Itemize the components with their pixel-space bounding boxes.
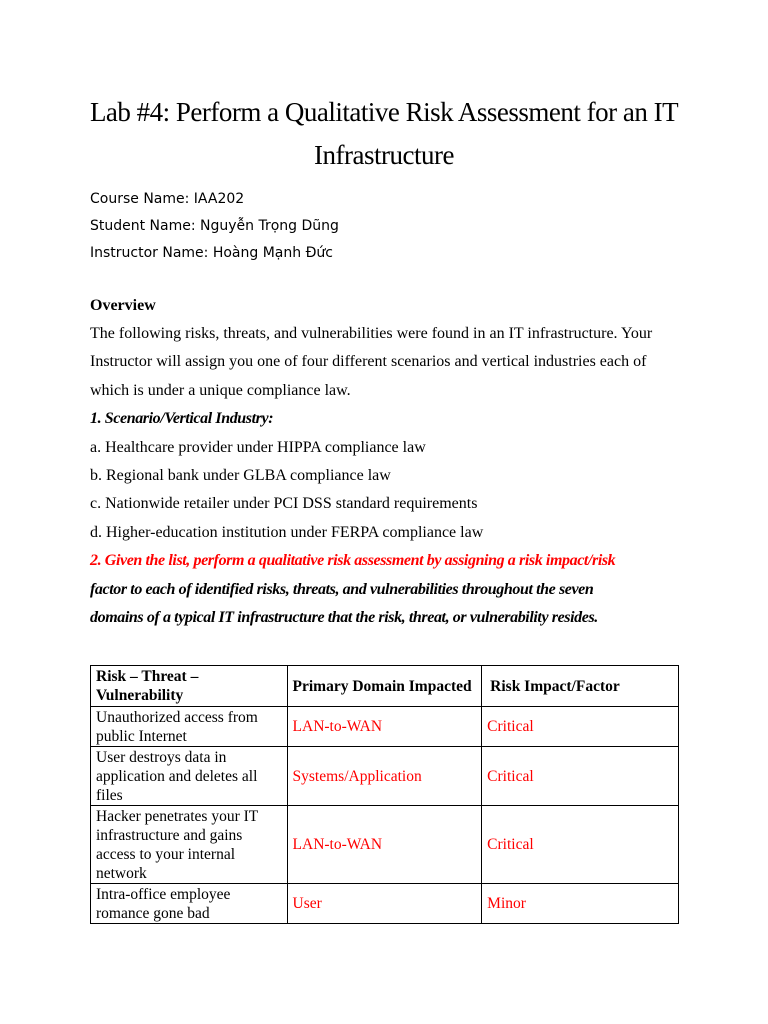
impact-cell: Critical [482, 707, 679, 747]
instruction-line: 2. Given the list, perform a qualitative risk assessment by assigning a risk impact/risk [90, 552, 616, 569]
table-row [91, 707, 679, 747]
overview-line: The following risks, threats, and vulnerabilities were found in an IT infrastructure. Your [90, 325, 653, 342]
scenario-item: d. Higher-education institution under FERPA compliance law [90, 524, 484, 541]
course-name: Course Name: IAA202 [90, 191, 245, 207]
domain-cell: Systems/Application [287, 747, 482, 806]
header-domain: Primary Domain Impacted [287, 666, 482, 707]
document-title-line-1: Lab #4: Perform a Qualitative Risk Assessment for an IT [89, 97, 679, 127]
risk-assessment-table [90, 665, 679, 924]
risk-cell: User destroys data in application and deletes all files [91, 747, 288, 806]
instruction-line: domains of a typical IT infrastructure that the risk, threat, or vulnerability resides. [90, 609, 598, 626]
table-row [91, 806, 679, 884]
instruction-line: factor to each of identified risks, threats, and vulnerabilities throughout the seven [90, 581, 594, 598]
domain-cell: User [287, 884, 482, 924]
header-risk: Risk – Threat – Vulnerability [91, 666, 288, 707]
risk-cell: Hacker penetrates your IT infrastructure and gains access to your internal network [91, 806, 288, 884]
table-header-row [91, 666, 679, 707]
student-name: Student Name: Nguyễn Trọng Dũng [90, 218, 339, 234]
scenario-item: a. Healthcare provider under HIPPA compliance law [90, 439, 426, 456]
impact-cell: Minor [482, 884, 679, 924]
scenario-item: c. Nationwide retailer under PCI DSS standard requirements [90, 495, 478, 512]
risk-cell: Intra-office employee romance gone bad [91, 884, 288, 924]
overview-line: Instructor will assign you one of four different scenarios and vertical industries each of [90, 353, 647, 370]
scenario-heading: 1. Scenario/Vertical Industry: [90, 410, 274, 427]
table-row [91, 747, 679, 806]
instructor-name: Instructor Name: Hoàng Mạnh Đức [90, 245, 333, 261]
header-impact: Risk Impact/Factor [482, 666, 679, 707]
overview-heading: Overview [90, 297, 156, 314]
overview-line: which is under a unique compliance law. [90, 382, 351, 399]
document-title-line-2: Infrastructure [314, 140, 454, 170]
table-row [91, 884, 679, 924]
impact-cell: Critical [482, 747, 679, 806]
domain-cell: LAN-to-WAN [287, 707, 482, 747]
domain-cell: LAN-to-WAN [287, 806, 482, 884]
scenario-item: b. Regional bank under GLBA compliance law [90, 467, 391, 484]
risk-cell: Unauthorized access from public Internet [91, 707, 288, 747]
impact-cell: Critical [482, 806, 679, 884]
